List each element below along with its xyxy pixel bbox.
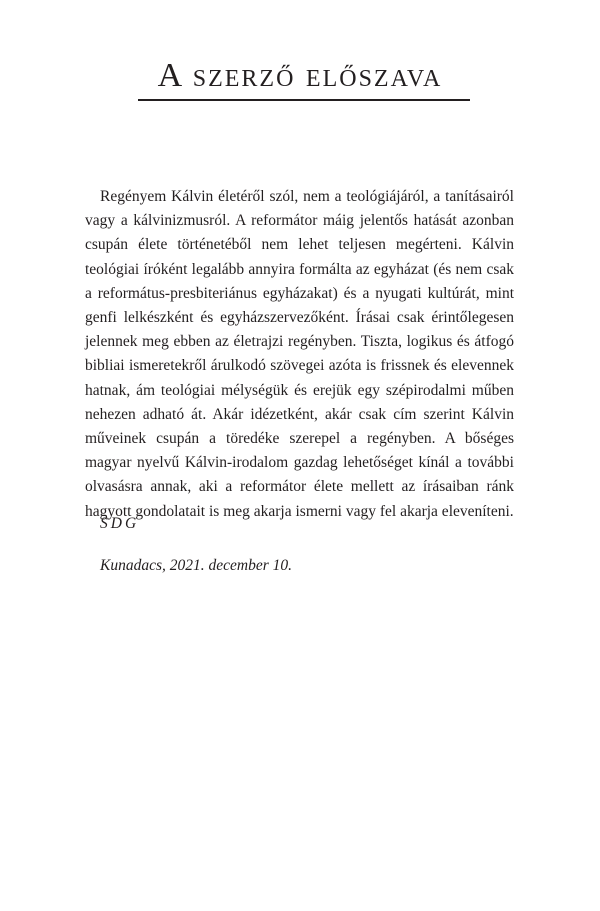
signature-sdg: SDG: [100, 515, 140, 532]
preface-body: [85, 185, 514, 524]
page-title: A szerző előszava: [157, 57, 443, 94]
title-container: [0, 56, 600, 96]
preface-paragraph: Regényem Kálvin életéről szól, nem a teológiájáról, a tanításairól vagy a kálvinizmusról. A reformátor máig jelentős hatását azonban csupán élete történetéből nem lehet teljesen megérteni. Kálvin teológiai íróként legalább annyira formálta az egyházat (és nem csak a református-presbiteriánus egyházakat) és a nyugati kultúrát, mint genfi lelkészként és egyházszervezőként. Írásai csak érintőlegesen jelennek meg ebben az életrajzi regényben. Tiszta, logikus és átfogó bibliai ismeretekről árulkodó szövegei azóta is frissnek és elevennek hatnak, ám teológiai mélységük és erejük egy szépirodalmi műben nehezen adható át. Akár idézetként, akár csak cím szerint Kálvin műveinek csupán a töredéke szerepel a regényben. A bőséges magyar nyelvű Kálvin-irodalom gazdag lehetőséget kínál a további olvasásra annak, aki a reformátor élete mellett az írásaiban ránk hagyott gondolatait is meg akarja ismerni vagy fel akarja eleveníteni.: [85, 188, 514, 520]
title-underline: [138, 99, 470, 101]
place-date: Kunadacs, 2021. december 10.: [100, 557, 292, 574]
